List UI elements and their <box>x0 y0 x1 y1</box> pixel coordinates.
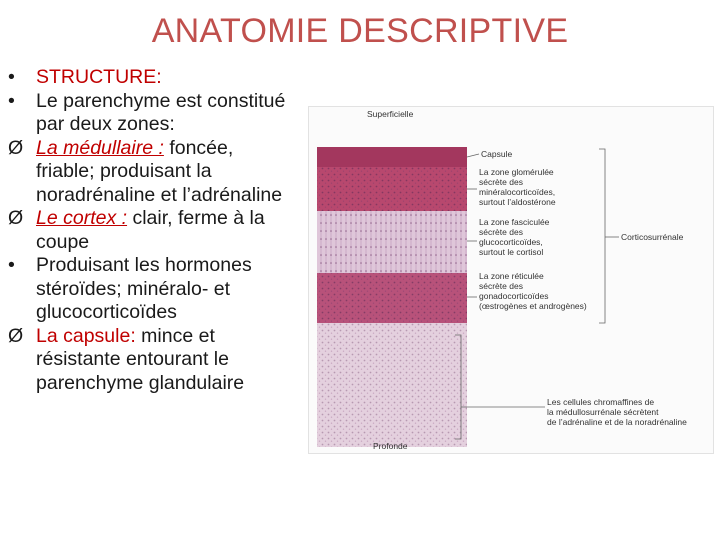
svg-text:de l’adrénaline et de la norad: de l’adrénaline et de la noradrénaline <box>547 417 687 427</box>
svg-text:minéralocorticoïdes,: minéralocorticoïdes, <box>479 187 556 197</box>
bullet-text: Produisant les hormones stéroïdes; minéralo- et glucocorticoïdes <box>36 254 252 323</box>
top-label: Superficielle <box>367 109 414 119</box>
capsule-layer <box>317 147 467 167</box>
medulla-note <box>547 397 687 427</box>
svg-text:sécrète des: sécrète des <box>479 281 523 291</box>
bullet-text: mince et résistante entourant le parenchyme glandulaire <box>36 324 245 394</box>
tissue-section <box>317 147 467 447</box>
arrow-marker: Ø <box>8 207 24 229</box>
svg-text:sécrète des: sécrète des <box>479 227 523 237</box>
reticulee-label <box>479 271 587 311</box>
svg-text:La zone glomérulée: La zone glomérulée <box>479 167 554 177</box>
slide-title: ANATOMIE DESCRIPTIVE <box>151 12 569 50</box>
svg-text:sécrète des: sécrète des <box>479 177 523 187</box>
fasciculee-label <box>479 217 550 257</box>
svg-text:gonadocorticoïdes: gonadocorticoïdes <box>479 291 549 301</box>
adrenal-histology-diagram <box>309 107 713 453</box>
bullet-structure <box>6 66 296 90</box>
svg-text:glucocorticoïdes,: glucocorticoïdes, <box>479 237 543 247</box>
bullet-lead: Le cortex : <box>36 207 128 229</box>
svg-text:Les cellules chromaffines de: Les cellules chromaffines de <box>547 397 655 407</box>
bullet-list <box>6 66 296 395</box>
bullet-lead: STRUCTURE: <box>36 66 162 88</box>
bullet-parenchyme <box>6 90 296 137</box>
svg-text:(œstrogènes et androgènes): (œstrogènes et androgènes) <box>479 301 587 311</box>
bullet-text: Le parenchyme est constitué par deux zones: <box>36 89 286 135</box>
svg-text:surtout le cortisol: surtout le cortisol <box>479 247 544 257</box>
arrow-marker: Ø <box>8 324 24 347</box>
bullet-hormones <box>6 254 296 325</box>
bullet-marker: • <box>8 66 15 88</box>
glomerulee-label <box>479 167 556 207</box>
svg-text:la médullosurrénale sécrètent: la médullosurrénale sécrètent <box>547 407 659 417</box>
bullet-marker: • <box>8 254 15 276</box>
bottom-label: Profonde <box>373 441 408 451</box>
svg-text:La zone réticulée: La zone réticulée <box>479 271 544 281</box>
bullet-marker: • <box>8 89 15 112</box>
bullet-capsule <box>6 325 296 396</box>
histology-figure <box>308 106 714 454</box>
bullet-text: clair, ferme à la coupe <box>36 207 265 253</box>
bullet-cortex <box>6 207 296 254</box>
svg-text:surtout l’aldostérone: surtout l’aldostérone <box>479 197 556 207</box>
cortex-bracket <box>599 149 605 323</box>
svg-text:La zone fasciculée: La zone fasciculée <box>479 217 550 227</box>
bullet-lead: La médullaire : <box>36 136 164 159</box>
arrow-marker: Ø <box>8 136 24 159</box>
bullet-medullaire <box>6 137 296 208</box>
capsule-label: Capsule <box>481 149 513 159</box>
bullet-lead: La capsule: <box>36 324 136 347</box>
corticosurrenale-label: Corticosurrénale <box>621 232 684 242</box>
bullet-text: foncée, friable; produisant la noradrénaline et l’adrénaline <box>36 136 283 206</box>
